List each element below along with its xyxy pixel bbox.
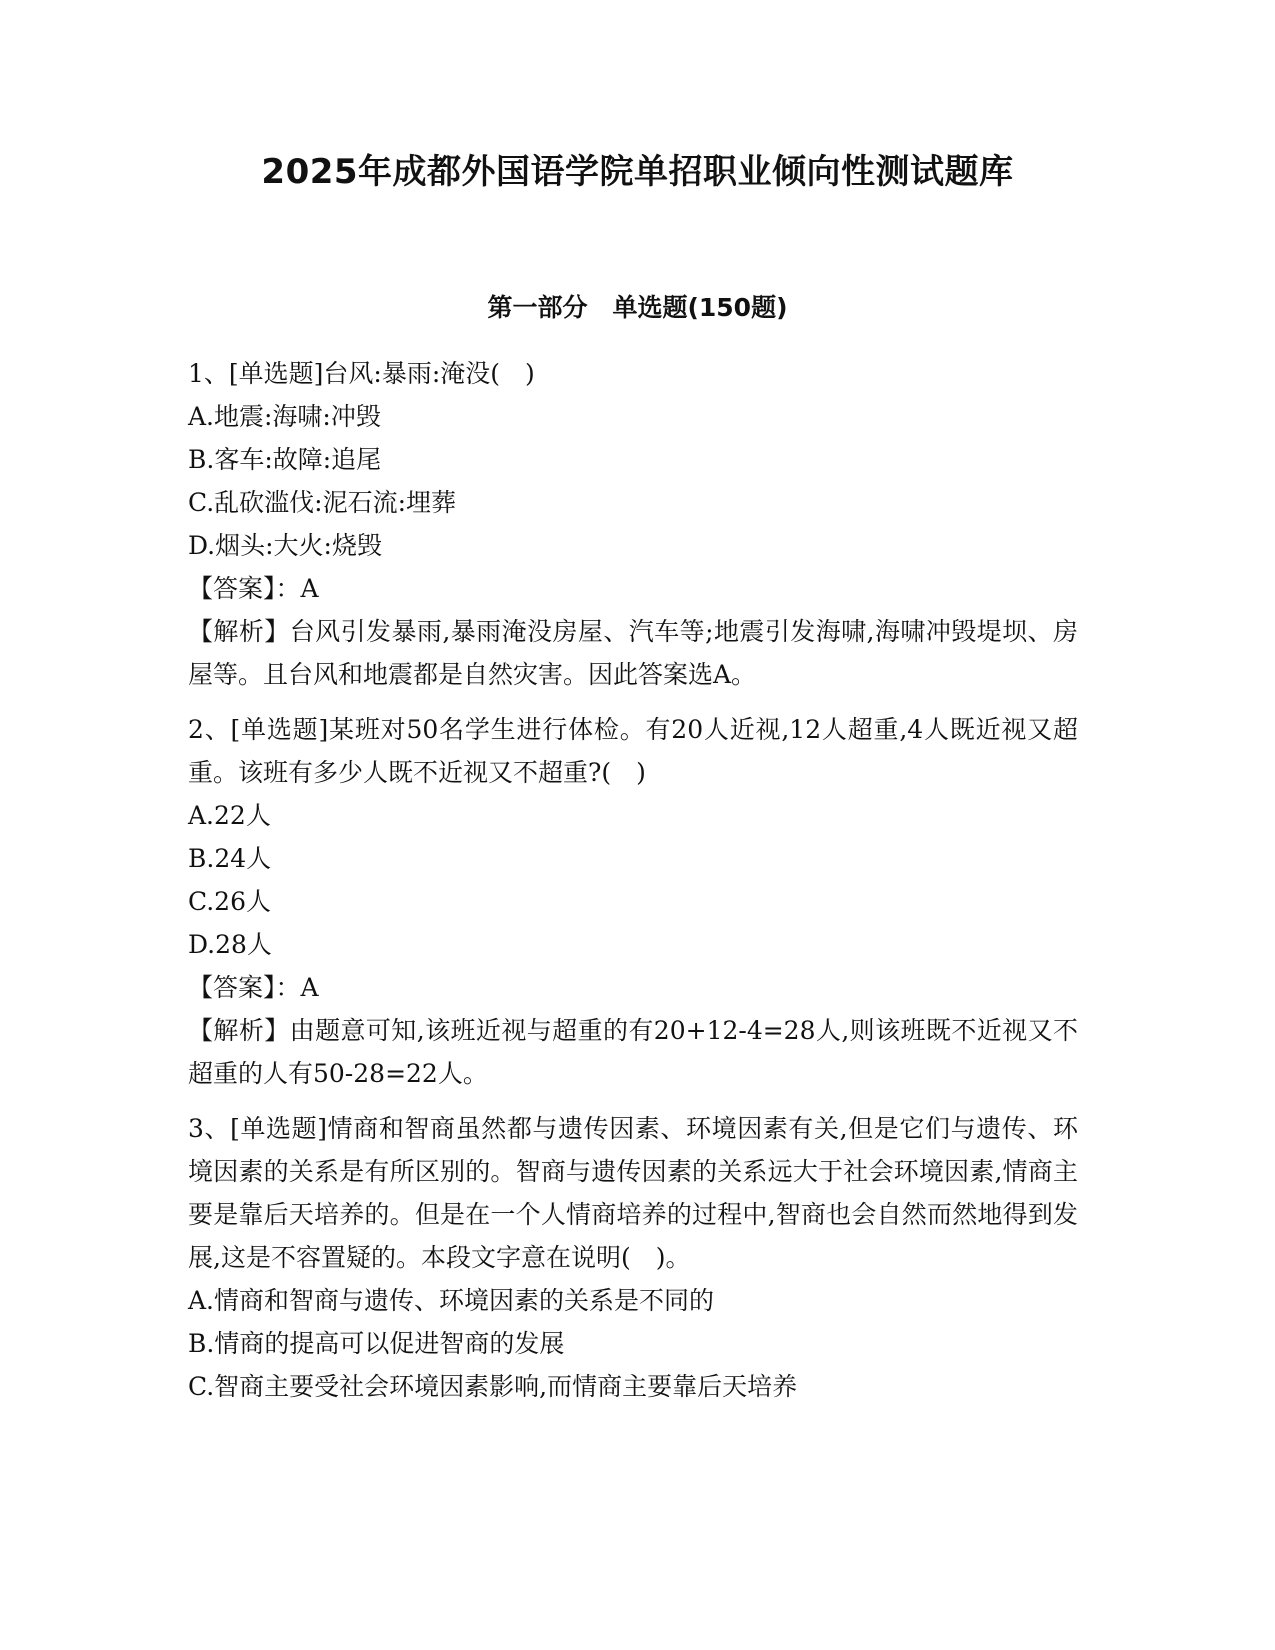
option-b: B.客车:故障:追尾 bbox=[188, 445, 382, 474]
question-stem: 3、[单选题]情商和智商虽然都与遗传因素、环境因素有关,但是它们与遗传、环境因素的关系是有所区别的。智商与遗传因素的关系远大于社会环境因素,情商主要是靠后天培养的。但是在一个人情商培养的过程中,智商也会自然而然地得到发展,这是不容置疑的。本段文字意在说明( )。 bbox=[188, 1114, 1078, 1272]
question-stem: 1、[单选题]台风:暴雨:淹没( ) bbox=[188, 359, 535, 388]
document-title: 2025年成都外国语学院单招职业倾向性测试题库 bbox=[261, 152, 1014, 192]
question-3 bbox=[188, 1107, 1078, 1408]
section-title: 第一部分 单选题(150题) bbox=[487, 293, 788, 322]
option-b: B.24人 bbox=[188, 844, 272, 873]
answer: 【答案】：A bbox=[188, 973, 319, 1002]
analysis: 【解析】由题意可知,该班近视与超重的有20+12-4=28人,则该班既不近视又不超重的人有50-28=22人。 bbox=[188, 1016, 1078, 1088]
question-2 bbox=[188, 708, 1078, 1095]
option-c: C.智商主要受社会环境因素影响,而情商主要靠后天培养 bbox=[188, 1372, 798, 1401]
question-stem: 2、[单选题]某班对50名学生进行体检。有20人近视,12人超重,4人既近视又超重。该班有多少人既不近视又不超重?( ) bbox=[188, 715, 1078, 787]
question-1 bbox=[188, 352, 1078, 696]
analysis: 【解析】台风引发暴雨,暴雨淹没房屋、汽车等;地震引发海啸,海啸冲毁堤坝、房屋等。且台风和地震都是自然灾害。因此答案选A。 bbox=[188, 617, 1078, 689]
option-b: B.情商的提高可以促进智商的发展 bbox=[188, 1329, 565, 1358]
option-c: C.26人 bbox=[188, 887, 271, 916]
option-d: D.28人 bbox=[188, 930, 272, 959]
answer: 【答案】：A bbox=[188, 574, 319, 603]
option-a: A.22人 bbox=[188, 801, 271, 830]
option-d: D.烟头:大火:烧毁 bbox=[188, 531, 382, 560]
option-a: A.地震:海啸:冲毁 bbox=[188, 402, 381, 431]
option-c: C.乱砍滥伐:泥石流:埋葬 bbox=[188, 488, 457, 517]
option-a: A.情商和智商与遗传、环境因素的关系是不同的 bbox=[188, 1286, 715, 1315]
question-list bbox=[188, 352, 1078, 1420]
